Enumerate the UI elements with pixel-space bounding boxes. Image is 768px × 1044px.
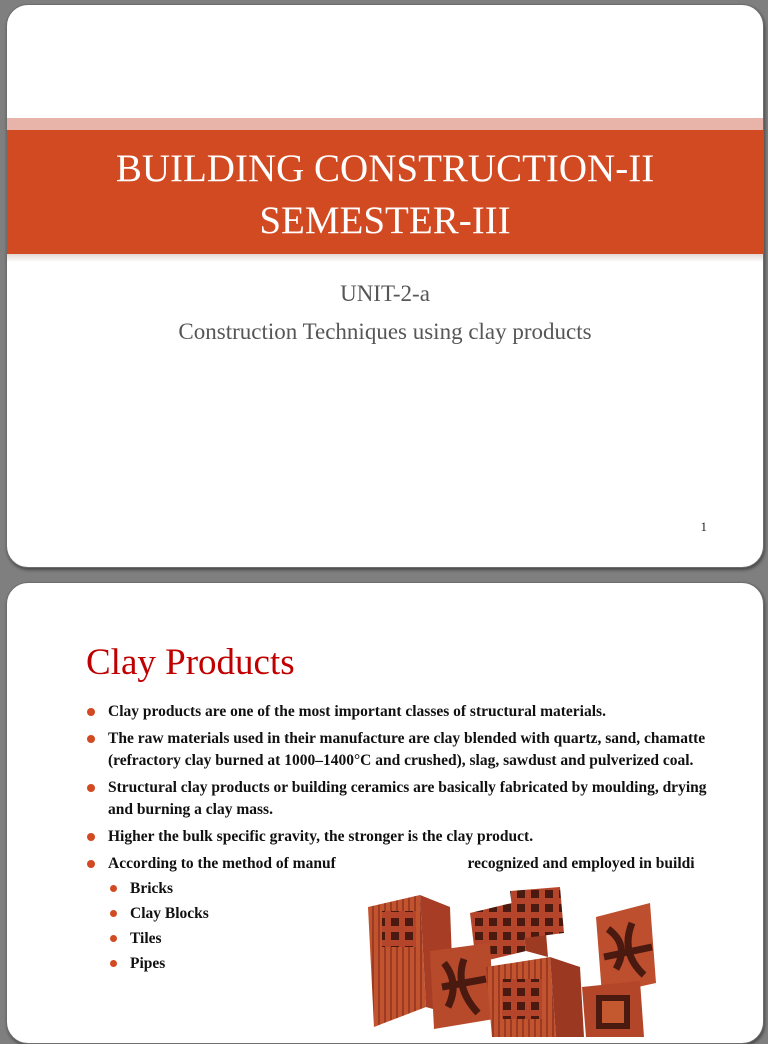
bullet-dot-icon xyxy=(87,860,95,868)
title-band-shadow xyxy=(7,254,763,262)
bullet-dot-icon xyxy=(87,708,95,716)
bullet-item: The raw materials used in their manufacture are clay blended with quartz, sand, chamatte (refractory clay burned at 1000–1400°C and crushed), slag, sawdust and pulverized coal. xyxy=(87,728,727,772)
bullet-dot-icon xyxy=(87,833,95,841)
slide-subtitle-unit: UNIT-2-a xyxy=(340,281,430,306)
sub-bullet-dot-icon xyxy=(110,885,117,892)
page-number: 1 xyxy=(700,519,707,534)
clay-bricks-image xyxy=(360,887,680,1037)
sub-bullet-dot-icon xyxy=(110,935,117,942)
slide-subtitle-topic: Construction Techniques using clay products xyxy=(178,319,592,344)
sub-bullet-item: Clay Blocks xyxy=(108,903,727,925)
bullet-item: Clay products are one of the most important classes of structural materials. xyxy=(87,701,727,723)
slide-title-line1: BUILDING CONSTRUCTION-II xyxy=(115,147,655,190)
sub-bullet-item: Tiles xyxy=(108,928,727,950)
title-slide xyxy=(6,4,764,568)
content-slide xyxy=(6,582,764,1044)
slide-title-line2: SEMESTER-III xyxy=(259,199,511,242)
bullet-dot-icon xyxy=(87,784,95,792)
sub-bullet-item: Bricks xyxy=(108,878,727,900)
bullet-item: According to the method of manuf recognized and employed in buildi Bricks Clay Blocks Tiles Pipes xyxy=(87,853,727,975)
title-accent-strip xyxy=(7,118,763,130)
slide-heading: Clay Products xyxy=(86,642,295,683)
sub-bullet-dot-icon xyxy=(110,910,117,917)
bullet-item: Higher the bulk specific gravity, the stronger is the clay product. xyxy=(87,826,727,848)
sub-bullet-dot-icon xyxy=(110,960,117,967)
clay-blocks-illustration xyxy=(360,887,680,1037)
bullet-item: Structural clay products or building ceramics are basically fabricated by moulding, drying and burning a clay mass. xyxy=(87,777,727,821)
bullet-dot-icon xyxy=(87,735,95,743)
title-band xyxy=(7,130,763,254)
sub-bullet-item: Pipes xyxy=(108,953,727,975)
